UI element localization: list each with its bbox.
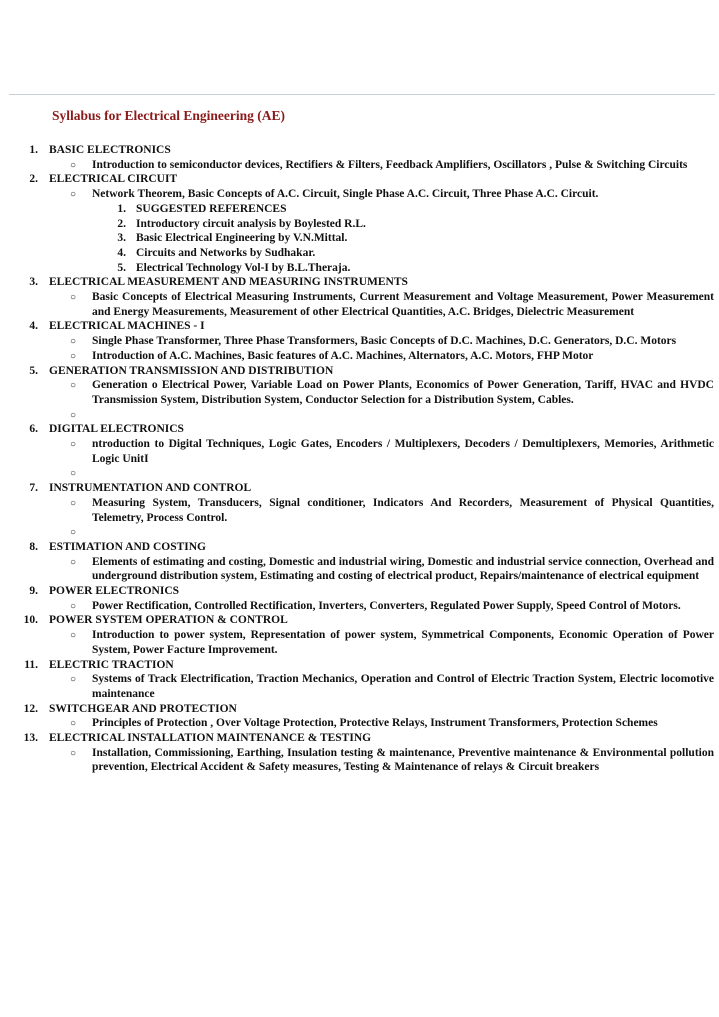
syllabus-section	[0, 143, 719, 172]
topic-item	[0, 466, 719, 481]
bullet-circle-icon: ○	[70, 527, 77, 539]
syllabus-section	[0, 540, 719, 584]
topic-item	[0, 628, 719, 657]
section-title: INSTRUMENTATION AND CONTROL	[49, 482, 252, 495]
topic-text: Power Rectification, Controlled Rectification, Inverters, Converters, Regulated Power Supply, Speed Control of Motors.	[92, 599, 681, 612]
topic-text: Principles of Protection , Over Voltage Protection, Protective Relays, Instrument Transformers, Protection Schemes	[92, 717, 658, 730]
section-heading	[0, 658, 719, 673]
topic-text: Single Phase Transformer, Three Phase Transformers, Basic Concepts of D.C. Machines, D.C. Generators, D.C. Motors	[92, 335, 677, 348]
topic-text: Introduction to power system, Representation of power system, Symmetrical Components, Economic Operation of Power System, Power Facture Improvement.	[92, 629, 714, 656]
topic-text: ntroduction to Digital Techniques, Logic Gates, Encoders / Multiplexers, Decoders / Demultiplexers, Memories, Arithmetic Logic UnitI	[92, 438, 714, 465]
section-heading	[0, 364, 719, 379]
bullet-circle-icon: ○	[70, 409, 77, 421]
syllabus-section	[0, 172, 719, 275]
topic-list	[0, 555, 719, 584]
topic-item	[0, 437, 719, 466]
section-number: 13.	[23, 732, 38, 745]
syllabus-section	[0, 702, 719, 731]
bullet-circle-icon: ○	[70, 674, 77, 686]
section-title: ELECTRICAL MEASUREMENT AND MEASURING INSTRUMENTS	[49, 276, 408, 289]
section-number: 1.	[29, 144, 38, 156]
section-title: GENERATION TRANSMISSION AND DISTRIBUTION	[49, 364, 334, 377]
topic-item	[0, 525, 719, 540]
topic-text: Installation, Commissioning, Earthing, Insulation testing & maintenance, Preventive maintenance & Environmental pollution prevention, Electrical Accident & Safety measures, Testing & Maintenance of relays & Circuit breakers	[92, 746, 714, 774]
topic-list	[0, 672, 719, 701]
topic-list	[0, 716, 719, 731]
bullet-circle-icon: ○	[70, 600, 77, 612]
reference-number: 1.	[117, 202, 126, 215]
topic-text: Generation o Electrical Power, Variable Load on Power Plants, Economics of Power Generation, Tariff, HVAC and HVDC Transmission System, Distribution System, Conductor Selection for a Distribution System, Cables.	[92, 379, 714, 406]
topic-item	[0, 555, 719, 584]
section-number: 5.	[29, 364, 38, 377]
topic-text: Measuring System, Transducers, Signal conditioner, Indicators And Recorders, Measurement of Physical Quantities, Telemetry, Process Control.	[92, 496, 714, 524]
topic-list	[0, 290, 719, 319]
topic-list	[0, 158, 719, 173]
reference-item	[0, 261, 719, 276]
syllabus-section	[0, 364, 719, 423]
section-heading	[0, 613, 719, 628]
section-heading	[0, 540, 719, 555]
reference-text: SUGGESTED REFERENCES	[136, 202, 287, 215]
topic-item	[0, 746, 719, 775]
section-heading	[0, 172, 719, 187]
section-number: 12.	[23, 702, 38, 715]
reference-text: Electrical Technology Vol-I by B.L.Theraja.	[136, 261, 351, 274]
syllabus-section	[0, 319, 719, 363]
topic-text: Basic Concepts of Electrical Measuring Instruments, Current Measurement and Voltage Measurement, Power Measurement and Energy Measurements, Measurement of other Electrical Quantities, A.C. Bridges, Dielectric Measurement	[92, 291, 714, 318]
bullet-circle-icon: ○	[70, 350, 77, 362]
topic-list	[0, 187, 719, 202]
section-number: 8.	[29, 540, 38, 553]
bullet-circle-icon: ○	[70, 718, 77, 730]
header-divider	[9, 94, 715, 95]
topic-list	[0, 334, 719, 363]
topic-list	[0, 599, 719, 614]
section-heading	[0, 702, 719, 717]
section-title: BASIC ELECTRONICS	[49, 144, 171, 156]
topic-item	[0, 349, 719, 364]
topic-item	[0, 599, 719, 614]
bullet-circle-icon: ○	[70, 380, 77, 392]
section-title: ELECTRICAL INSTALLATION MAINTENANCE & TESTING	[49, 732, 372, 745]
section-number: 3.	[29, 276, 38, 289]
syllabus-section	[0, 731, 719, 775]
syllabus-section	[0, 275, 719, 319]
section-title: POWER ELECTRONICS	[49, 585, 180, 598]
section-heading	[0, 584, 719, 599]
topic-item	[0, 187, 719, 202]
reference-number: 4.	[117, 246, 126, 259]
section-number: 11.	[24, 658, 38, 671]
topic-list	[0, 378, 719, 422]
syllabus-section	[0, 584, 719, 613]
page-title: Syllabus for Electrical Engineering (AE)	[52, 108, 285, 123]
section-heading	[0, 731, 719, 746]
topic-list	[0, 437, 719, 481]
section-heading	[0, 319, 719, 334]
section-title: ESTIMATION AND COSTING	[49, 540, 206, 553]
syllabus-section	[0, 481, 719, 540]
topic-item	[0, 672, 719, 701]
section-heading	[0, 422, 719, 437]
topic-item	[0, 496, 719, 525]
reference-number: 5.	[117, 261, 126, 274]
bullet-circle-icon: ○	[70, 336, 77, 348]
section-title: ELECTRICAL CIRCUIT	[49, 173, 178, 186]
bullet-circle-icon: ○	[70, 189, 77, 201]
topic-item	[0, 408, 719, 423]
reference-text: Introductory circuit analysis by Boylested R.L.	[136, 217, 366, 230]
topic-text: Introduction to semiconductor devices, Rectifiers & Filters, Feedback Amplifiers, Oscillators , Pulse & Switching Circuits	[92, 158, 688, 171]
bullet-circle-icon: ○	[70, 292, 77, 304]
reference-item	[0, 202, 719, 217]
bullet-circle-icon: ○	[70, 468, 77, 480]
section-heading	[0, 143, 719, 158]
syllabus-list	[0, 143, 719, 775]
section-number: 6.	[29, 423, 38, 436]
section-number: 2.	[29, 173, 38, 186]
topic-list	[0, 628, 719, 657]
topic-item	[0, 334, 719, 349]
bullet-circle-icon: ○	[70, 439, 77, 451]
bullet-circle-icon: ○	[70, 497, 77, 509]
reference-item	[0, 231, 719, 246]
topic-text: Elements of estimating and costing, Domestic and industrial wiring, Domestic and industrial service connection, Overhead and underground distribution system, Estimating and costing of electrical product, Repairs/maintenance of electrical equipment	[92, 555, 714, 583]
section-number: 10.	[23, 614, 38, 627]
topic-text: Network Theorem, Basic Concepts of A.C. Circuit, Single Phase A.C. Circuit, Three Phase A.C. Circuit.	[92, 188, 599, 201]
section-title: ELECTRICAL MACHINES - I	[49, 320, 205, 333]
reference-number: 3.	[117, 232, 126, 245]
bullet-circle-icon: ○	[70, 159, 77, 171]
section-heading	[0, 275, 719, 290]
reference-item	[0, 217, 719, 232]
section-title: DIGITAL ELECTRONICS	[49, 423, 184, 436]
bullet-circle-icon: ○	[70, 630, 77, 642]
section-title: ELECTRIC TRACTION	[49, 658, 174, 671]
bullet-circle-icon: ○	[70, 747, 77, 759]
topic-item	[0, 716, 719, 731]
topic-text: Systems of Track Electrification, Traction Mechanics, Operation and Control of Electric Traction System, Electric locomotive maintenance	[92, 673, 714, 700]
reference-item	[0, 246, 719, 261]
section-heading	[0, 481, 719, 496]
topic-item	[0, 290, 719, 319]
topic-text: Introduction of A.C. Machines, Basic features of A.C. Machines, Alternators, A.C. Motors, FHP Motor	[92, 349, 594, 362]
section-number: 4.	[29, 320, 38, 333]
section-title: SWITCHGEAR AND PROTECTION	[49, 702, 237, 715]
topic-list	[0, 746, 719, 775]
topic-item	[0, 158, 719, 173]
topic-item	[0, 378, 719, 407]
section-title: POWER SYSTEM OPERATION & CONTROL	[49, 614, 288, 627]
topic-list	[0, 496, 719, 540]
reference-text: Basic Electrical Engineering by V.N.Mittal.	[136, 232, 348, 245]
reference-text: Circuits and Networks by Sudhakar.	[136, 246, 316, 259]
syllabus-section	[0, 658, 719, 702]
syllabus-section	[0, 422, 719, 481]
section-number: 9.	[29, 585, 38, 598]
reference-list	[0, 202, 719, 276]
section-number: 7.	[29, 482, 38, 495]
syllabus-section	[0, 613, 719, 657]
reference-number: 2.	[117, 217, 126, 230]
bullet-circle-icon: ○	[70, 556, 77, 568]
